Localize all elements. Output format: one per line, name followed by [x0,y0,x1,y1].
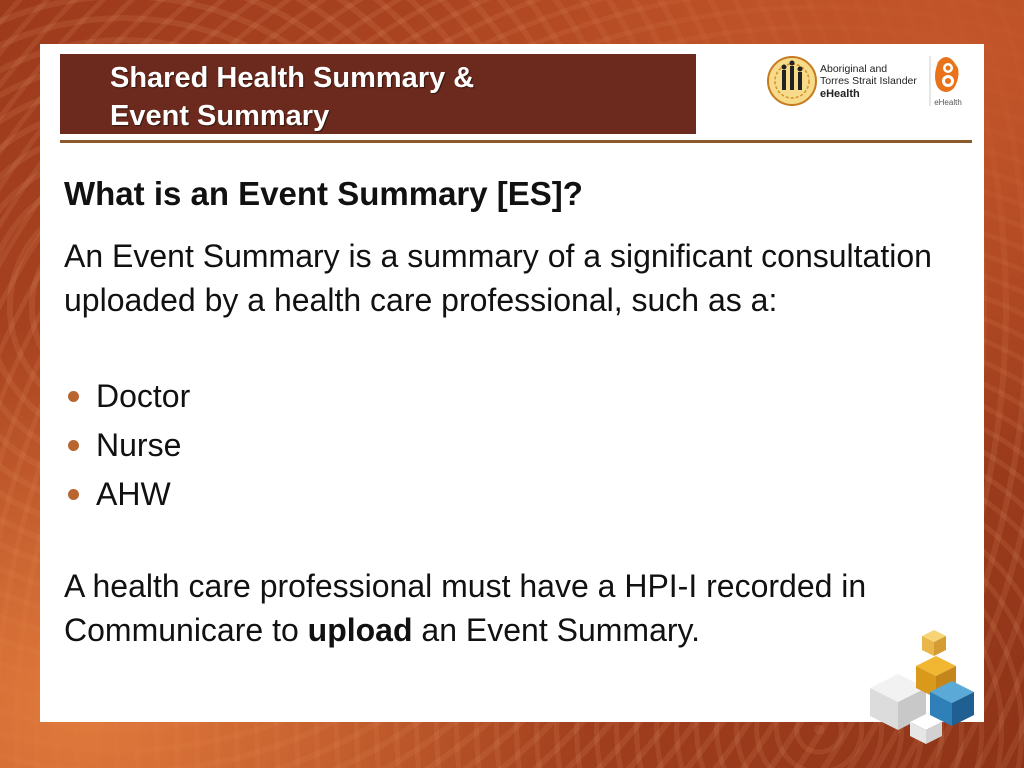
list-item [64,372,190,421]
header-divider [60,140,972,143]
logo-text-line-2: Torres Strait Islander [820,75,917,87]
bullet-text: Nurse [96,427,182,463]
logo-badge-caption: eHealth [934,98,962,107]
bullet-text: Doctor [96,378,191,414]
title-bar [60,54,696,134]
slide-panel [40,44,984,722]
logo-text-line-3: eHealth [820,88,860,100]
bullet-icon [68,489,79,500]
closing-paragraph [64,564,944,652]
list-item [64,470,190,519]
logo-area [766,48,980,112]
bullet-icon [68,440,79,451]
bullet-icon [68,391,79,402]
intro-paragraph: An Event Summary is a summary of a significant consultation uploaded by a health care professional, such as a: [64,238,932,318]
slide-title-line-1: Shared Health Summary & [110,62,475,94]
list-item [64,421,190,470]
section-heading: What is an Event Summary [ES]? [64,175,583,212]
closing-text-end: an Event Summary. [412,612,701,648]
ehealth-logo-icon [766,48,980,112]
logo-text-line-1: Aboriginal and [820,63,888,75]
closing-text-start: A health care professional must have a HPI-I recorded in Communicare to [64,568,867,648]
bullet-list [64,372,190,519]
bullet-text: AHW [96,476,171,512]
closing-text-bold: upload [307,612,413,648]
slide-title-line-2: Event Summary [110,100,330,132]
cubes-decoration-icon [860,626,982,746]
